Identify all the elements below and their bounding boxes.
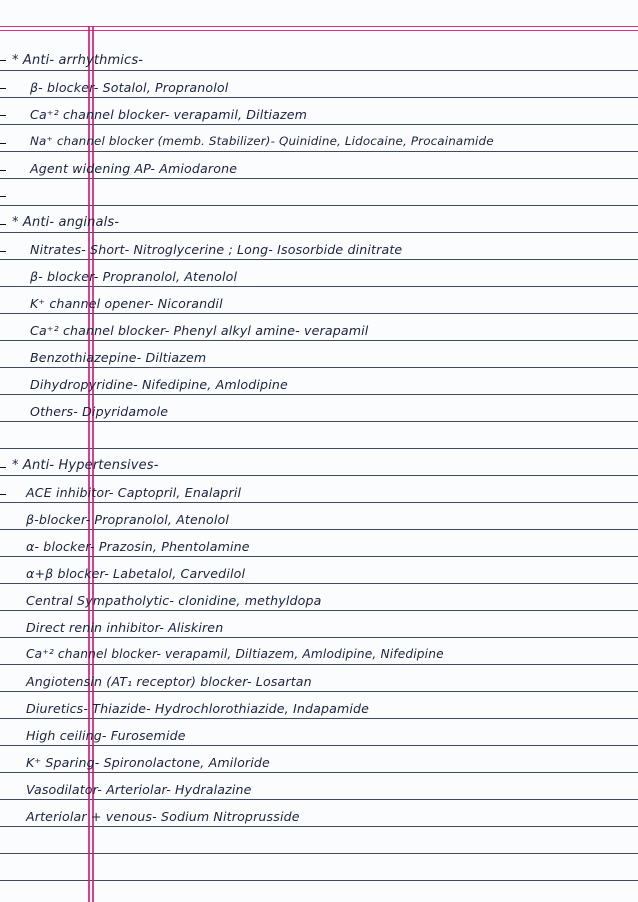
ruled-line <box>0 799 638 800</box>
ruled-line <box>0 853 638 854</box>
edge-tick <box>0 143 6 144</box>
note-line: Agent widening AP- Amiodarone <box>30 161 238 176</box>
note-line: Direct renin inhibitor- Aliskiren <box>26 620 224 635</box>
note-line: Angiotensin (AT₁ receptor) blocker- Losartan <box>26 674 312 689</box>
ruled-line <box>0 340 638 341</box>
note-line: β- blocker- Propranolol, Atenolol <box>30 269 238 284</box>
top-rule-2 <box>0 30 638 31</box>
ruled-line <box>0 286 638 287</box>
ruled-line <box>0 637 638 638</box>
ruled-line <box>0 610 638 611</box>
ruled-line <box>0 259 638 260</box>
ruled-line <box>0 124 638 125</box>
note-line: α- blocker- Prazosin, Phentolamine <box>26 539 250 554</box>
edge-tick <box>0 115 6 116</box>
edge-tick <box>0 224 6 225</box>
note-line: α+β blocker- Labetalol, Carvedilol <box>26 566 246 581</box>
note-line: Others- Dipyridamole <box>30 404 169 419</box>
note-line: K⁺ Sparing- Spironolactone, Amiloride <box>26 755 270 770</box>
note-line: Dihydropyridine- Nifedipine, Amlodipine <box>30 377 288 392</box>
edge-tick <box>0 170 6 171</box>
note-line: Diuretics- Thiazide- Hydrochlorothiazide, Indapamide <box>26 701 370 716</box>
note-line: Na⁺ channel blocker (memb. Stabilizer)- Quinidine, Lidocaine, Procainamide <box>30 134 494 148</box>
ruled-line <box>0 718 638 719</box>
ruled-line <box>0 448 638 449</box>
edge-tick <box>0 494 6 495</box>
edge-tick <box>0 251 6 252</box>
note-line: High ceiling- Furosemide <box>26 728 186 743</box>
note-line: β- blocker- Sotalol, Propranolol <box>30 80 229 95</box>
ruled-line <box>0 205 638 206</box>
ruled-line <box>0 664 638 665</box>
section-heading-antianginals: * Anti- anginals- <box>12 215 120 230</box>
section-heading-antihypertensives: * Anti- Hypertensives- <box>12 458 159 473</box>
ruled-line <box>0 232 638 233</box>
ruled-line <box>0 151 638 152</box>
ruled-line <box>0 583 638 584</box>
note-line: Arteriolar + venous- Sodium Nitroprusside <box>26 809 300 824</box>
note-line: Central Sympatholytic- clonidine, methyldopa <box>26 593 322 608</box>
section-heading-antiarrhythmics: * Anti- arrhythmics- <box>12 53 144 68</box>
edge-tick <box>0 196 6 197</box>
note-line: Vasodilator- Arteriolar- Hydralazine <box>26 782 252 797</box>
edge-tick <box>0 467 6 468</box>
edge-tick <box>0 88 6 89</box>
ruled-line <box>0 529 638 530</box>
note-line: Ca⁺² channel blocker- Phenyl alkyl amine- verapamil <box>30 323 369 338</box>
edge-tick <box>0 60 6 61</box>
ruled-line <box>0 421 638 422</box>
note-line: Benzothiazepine- Diltiazem <box>30 350 207 365</box>
ruled-line <box>0 313 638 314</box>
ruled-line <box>0 70 638 71</box>
top-rule <box>0 26 638 27</box>
ruled-line <box>0 475 638 476</box>
ruled-line <box>0 826 638 827</box>
ruled-line <box>0 394 638 395</box>
ruled-line <box>0 502 638 503</box>
note-line: Ca⁺² channel blocker- verapamil, Diltiazem <box>30 107 308 122</box>
ruled-line <box>0 880 638 881</box>
ruled-line <box>0 691 638 692</box>
note-line: ACE inhibitor- Captopril, Enalapril <box>26 485 242 500</box>
ruled-line <box>0 178 638 179</box>
note-line: β-blocker- Propranolol, Atenolol <box>26 512 230 527</box>
ruled-line <box>0 745 638 746</box>
ruled-line <box>0 556 638 557</box>
note-line: Ca⁺² channel blocker- verapamil, Diltiazem, Amlodipine, Nifedipine <box>26 647 444 661</box>
ruled-line <box>0 772 638 773</box>
ruled-line <box>0 367 638 368</box>
note-line: Nitrates- Short- Nitroglycerine ; Long- Isosorbide dinitrate <box>30 242 403 257</box>
ruled-line <box>0 97 638 98</box>
note-line: K⁺ channel opener- Nicorandil <box>30 296 223 311</box>
